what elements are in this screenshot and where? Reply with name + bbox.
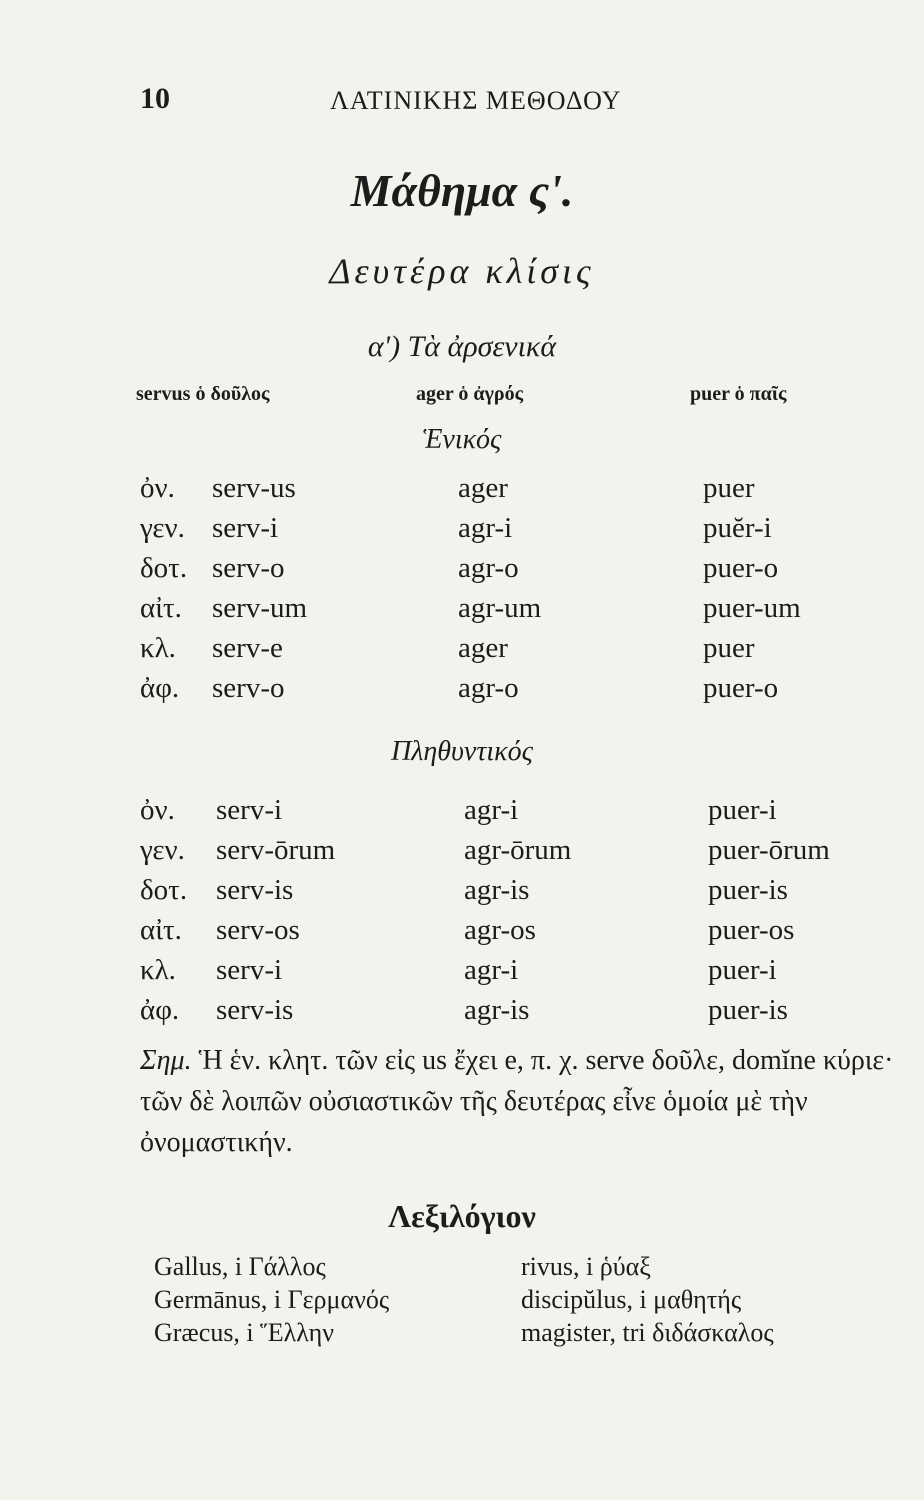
ager-form: agr-i bbox=[464, 954, 519, 986]
vocabulary-entry: Græcus, i Ἕλλην bbox=[154, 1318, 335, 1347]
case-label: δοτ. bbox=[140, 552, 188, 584]
vocabulary-row bbox=[0, 1318, 924, 1358]
puer-form: puer-is bbox=[708, 994, 788, 1026]
singular-heading: Ἑνικός bbox=[422, 424, 502, 455]
model-word-ager: ager ὁ ἀγρός bbox=[416, 383, 524, 405]
singular-row-dative bbox=[0, 552, 924, 592]
case-label: αἰτ. bbox=[140, 592, 182, 624]
vocabulary-entry: Germānus, i Γερμανός bbox=[154, 1285, 390, 1314]
puer-form: puer-ōrum bbox=[708, 834, 830, 866]
puer-form: puer-o bbox=[703, 672, 779, 704]
section-title: Δευτέρα κλίσις bbox=[329, 251, 595, 291]
running-head bbox=[0, 82, 924, 122]
singular-row-vocative bbox=[0, 632, 924, 672]
puer-form: puer bbox=[703, 472, 755, 504]
servus-form: serv-is bbox=[216, 874, 294, 906]
case-label: ἀφ. bbox=[140, 994, 180, 1026]
lesson-title: Μάθημα ς'. bbox=[350, 165, 574, 216]
case-label: γεν. bbox=[140, 834, 185, 866]
plural-heading: Πληθυντικός bbox=[391, 736, 533, 767]
puer-form: puer-is bbox=[708, 874, 788, 906]
servus-form: serv-um bbox=[212, 592, 308, 624]
note-text: Ἡ ἑν. κλητ. τῶν εἰς us ἔχει e, π. χ. serve δοῦλε, domĭne κύριε· τῶν δὲ λοιπῶν οὐσιαστικῶν τῆς δευτέρας εἶνε ὁμοία μὲ τὴν ὀνομαστικήν. bbox=[140, 1045, 894, 1158]
servus-form: serv-i bbox=[212, 512, 279, 544]
servus-form: serv-os bbox=[216, 914, 300, 946]
case-label: δοτ. bbox=[140, 874, 188, 906]
puer-form: puer-o bbox=[703, 552, 779, 584]
ager-form: agr-is bbox=[464, 874, 530, 906]
subsection-title: α') Τὰ ἀρσενικά bbox=[367, 330, 557, 363]
page-number: 10 bbox=[140, 82, 170, 115]
ager-form: agr-i bbox=[464, 794, 519, 826]
puer-form: puer-os bbox=[708, 914, 795, 946]
plural-row-dative bbox=[0, 874, 924, 914]
puer-form: puer-um bbox=[703, 592, 801, 624]
servus-form: serv-i bbox=[216, 954, 283, 986]
vocabulary-entry: rivus, i ῥύαξ bbox=[521, 1252, 651, 1281]
plural-row-ablative bbox=[0, 994, 924, 1034]
plural-row-vocative bbox=[0, 954, 924, 994]
case-label: ὀν. bbox=[140, 794, 175, 826]
ager-form: agr-o bbox=[458, 552, 519, 584]
ager-form: agr-o bbox=[458, 672, 519, 704]
model-word-servus: servus ὁ δοῦλος bbox=[136, 383, 270, 405]
ager-form: ager bbox=[458, 472, 508, 504]
servus-form: serv-i bbox=[216, 794, 283, 826]
vocabulary-entry: discipŭlus, i μαθητής bbox=[521, 1285, 742, 1314]
plural-row-accusative bbox=[0, 914, 924, 954]
ager-form: agr-i bbox=[458, 512, 513, 544]
puer-form: puer bbox=[703, 632, 755, 664]
ager-form: agr-is bbox=[464, 994, 530, 1026]
servus-form: serv-us bbox=[212, 472, 296, 504]
ager-form: ager bbox=[458, 632, 508, 664]
case-label: γεν. bbox=[140, 512, 185, 544]
ager-form: agr-um bbox=[458, 592, 542, 624]
ager-form: agr-os bbox=[464, 914, 536, 946]
grammar-note bbox=[140, 1040, 900, 1163]
vocabulary-entry: Gallus, i Γάλλος bbox=[154, 1252, 326, 1281]
servus-form: serv-o bbox=[212, 552, 285, 584]
servus-form: serv-ōrum bbox=[216, 834, 336, 866]
plural-row-nominative bbox=[0, 794, 924, 834]
singular-row-ablative bbox=[0, 672, 924, 712]
singular-row-accusative bbox=[0, 592, 924, 632]
running-title: ΛΑΤΙΝΙΚΗΣ ΜΕΘΟΔΟΥ bbox=[330, 86, 622, 115]
plural-row-genitive bbox=[0, 834, 924, 874]
puer-form: puer-i bbox=[708, 954, 777, 986]
case-label: ἀφ. bbox=[140, 672, 180, 704]
servus-form: serv-e bbox=[212, 632, 283, 664]
servus-form: serv-is bbox=[216, 994, 294, 1026]
note-label: Σημ. bbox=[140, 1045, 192, 1076]
model-words-row bbox=[0, 383, 924, 413]
vocabulary-title: Λεξιλόγιον bbox=[388, 1198, 536, 1234]
case-label: αἰτ. bbox=[140, 914, 182, 946]
servus-form: serv-o bbox=[212, 672, 285, 704]
singular-row-genitive bbox=[0, 512, 924, 552]
singular-row-nominative bbox=[0, 472, 924, 512]
puer-form: puĕr-i bbox=[703, 512, 772, 544]
case-label: κλ. bbox=[140, 632, 176, 664]
model-word-puer: puer ὁ παῖς bbox=[690, 383, 787, 405]
puer-form: puer-i bbox=[708, 794, 777, 826]
case-label: ὀν. bbox=[140, 472, 175, 504]
case-label: κλ. bbox=[140, 954, 176, 986]
ager-form: agr-ōrum bbox=[464, 834, 572, 866]
vocabulary-entry: magister, tri διδάσκαλος bbox=[521, 1318, 774, 1347]
